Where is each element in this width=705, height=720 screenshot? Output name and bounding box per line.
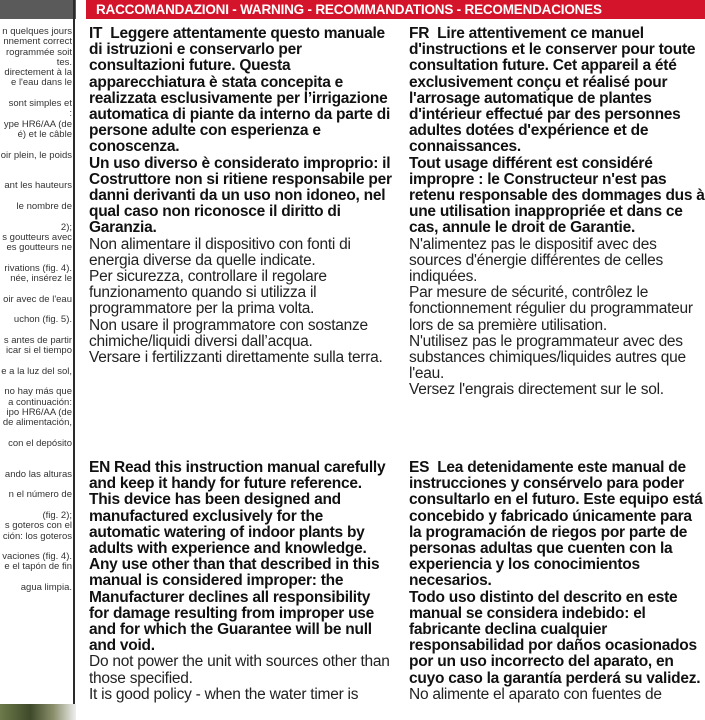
- previous-page-line: :: [69, 108, 72, 120]
- lang-code-it: IT: [89, 25, 103, 42]
- warning-header: RACCOMANDAZIONI - WARNING - RECOMMANDATIONS - RECOMENDACIONES: [86, 0, 705, 19]
- previous-page-line: s goteros con el: [4, 520, 72, 532]
- previous-page-line: e el tapón de fin: [4, 561, 72, 573]
- previous-page-text: [0, 27, 72, 593]
- previous-page-line: s antes de partir: [3, 334, 72, 346]
- en-note-1: It is good policy - when the water timer is: [89, 685, 359, 703]
- previous-page-line: e a la luz del sol,: [1, 365, 72, 377]
- previous-page-line: 2);: [60, 221, 72, 233]
- previous-page-line: directement à la: [4, 67, 72, 79]
- it-note-1: Per sicurezza, controllare il regolare funzionamento quando si utilizza il programmatore per la prima volta.: [89, 268, 327, 318]
- section-it: [89, 26, 394, 366]
- section-es: [409, 460, 705, 703]
- previous-page-line: agua limpia.: [20, 582, 72, 594]
- previous-page-line: sont simples et: [8, 98, 72, 110]
- previous-page-header-band: [0, 0, 76, 19]
- previous-page-line: née, insérez le: [10, 273, 72, 285]
- it-note-2: Non usare il programmatore con sostanze chimiche/liquidi diversi dall’acqua.: [89, 316, 368, 350]
- previous-page-line: ant les hauteurs: [4, 180, 72, 192]
- previous-page-line: uchon (fig. 5).: [13, 314, 72, 326]
- es-note-0: No alimente el aparato con fuentes de: [409, 685, 662, 703]
- previous-page-line: n el número de: [8, 489, 72, 501]
- fr-note-1: Par mesure de sécurité, contrôlez le fonctionnement régulier du programmateur lors de sa première utilisation.: [409, 284, 693, 334]
- column-divider: [73, 0, 75, 720]
- it-intro: Leggere attentamente questo manuale di istruzioni e conservarlo per consultazioni future. Questa apparecchiatura è stata concepita e realizzata esclusivamente per l’irrigazione automatica di piante da interno da parte di persone adulte con esperienza e conoscenza.: [89, 25, 391, 156]
- lang-code-fr: FR: [409, 25, 430, 42]
- es-improper-use: Todo uso distinto del descrito en este manual se considera indebido: el fabricante declina cualquier responsabilidad por daños ocasionados por un uso incorrecto del aparato, en cuyo caso la garantía perderá su validez.: [409, 588, 701, 687]
- previous-page-line: e l'eau dans le: [11, 77, 72, 89]
- previous-page-line: [0, 449, 72, 459]
- previous-page-line: oir avec de l'eau: [3, 293, 72, 305]
- lang-code-es: ES: [409, 459, 430, 476]
- plant-photo: [0, 704, 76, 720]
- previous-page-line: ando las alturas: [4, 468, 72, 480]
- fr-note-0: N'alimentez pas le dispositif avec des sources d'énergie différentes de celles indiquées.: [409, 235, 663, 286]
- previous-page-line: no hay más que: [4, 386, 72, 398]
- previous-page-line: s goutteurs avec: [2, 231, 72, 243]
- fr-note-2: N'utilisez pas le programmateur avec des substances chimiques/liquides autres que l'eau.: [409, 332, 686, 383]
- previous-page-column: [0, 0, 76, 720]
- fr-improper-use: Tout usage différent est considéré impropre : le Constructeur n'est pas retenu responsable des dommages dus à une utilisation inappropriée et dans ce cas, annule le droit de Garantie.: [409, 154, 705, 237]
- previous-page-line: (fig. 2);: [42, 509, 72, 521]
- en-note-0: Do not power the unit with sources other than those specified.: [89, 653, 390, 687]
- fr-intro: Lire attentivement ce manuel d'instructions et le conserver pour toute consultation future. Cet appareil a été exclusivement conçu et réalisé pour l'arrosage automatique de plantes d'intérieur effectué par des personnes adultes dotées d'expérience et de connaissances.: [409, 25, 696, 156]
- en-intro: Read this instruction manual carefully and keep it handy for future reference. This device has been designed and manufactured exclusively for the automatic watering of indoor plants by adults with experience and knowledge.: [89, 459, 386, 558]
- en-improper-use: Any use other than that described in this manual is considered improper: the Manufacturer declines all responsibility for damage resulting from improper use and for which the Guarantee will be null and void.: [89, 556, 380, 655]
- previous-page-line: es goutteurs ne: [6, 242, 72, 254]
- previous-page-line: ype HR6/AA (de: [3, 118, 72, 130]
- previous-page-line: con el depósito: [8, 437, 72, 449]
- previous-page-line: ipo HR6/AA (de: [6, 406, 72, 418]
- it-note-0: Non alimentare il dispositivo con fonti di energia diverse da quelle indicate.: [89, 235, 351, 269]
- previous-page-line: a continuación:: [8, 396, 72, 408]
- previous-page-line: nnement correct: [3, 36, 72, 48]
- previous-page-line: le nombre de: [16, 201, 72, 213]
- previous-page-line: rogrammée soit: [6, 46, 72, 58]
- previous-page-line: oir plein, le poids: [0, 149, 72, 161]
- previous-page-line: ción: los goteros: [2, 530, 72, 542]
- previous-page-line: vaciones (fig. 4).: [2, 551, 72, 563]
- lang-code-en: EN: [89, 459, 111, 476]
- previous-page-line: tes.: [56, 56, 72, 68]
- previous-page-line: n quelques jours: [2, 26, 72, 37]
- previous-page-line: [0, 161, 72, 171]
- previous-page-line: é) et le câble: [17, 128, 72, 140]
- section-en: [89, 460, 394, 703]
- it-note-3: Versare i fertilizzanti direttamente sulla terra.: [89, 349, 383, 367]
- section-fr: [409, 26, 705, 399]
- es-intro: Lea detenidamente este manual de instrucciones y consérvelo para poder consultarlo en el futuro. Este equipo está concebido y fabricado únicamente para la programación de riegos por parte de personas adultas que cuenten con la experiencia y los conocimientos necesarios.: [409, 459, 703, 590]
- fr-note-3: Versez l'engrais directement sur le sol.: [409, 381, 664, 399]
- previous-page-line: rivations (fig. 4).: [4, 262, 72, 274]
- it-improper-use: Un uso diverso è considerato improprio: il Costruttore non si ritiene responsabile per danni derivanti da un uso non idoneo, nel qual caso non riconosce il diritto di Garanzia.: [89, 154, 392, 237]
- previous-page-line: icar si el tiempo: [6, 345, 72, 357]
- previous-page-line: de alimentación,: [2, 417, 72, 429]
